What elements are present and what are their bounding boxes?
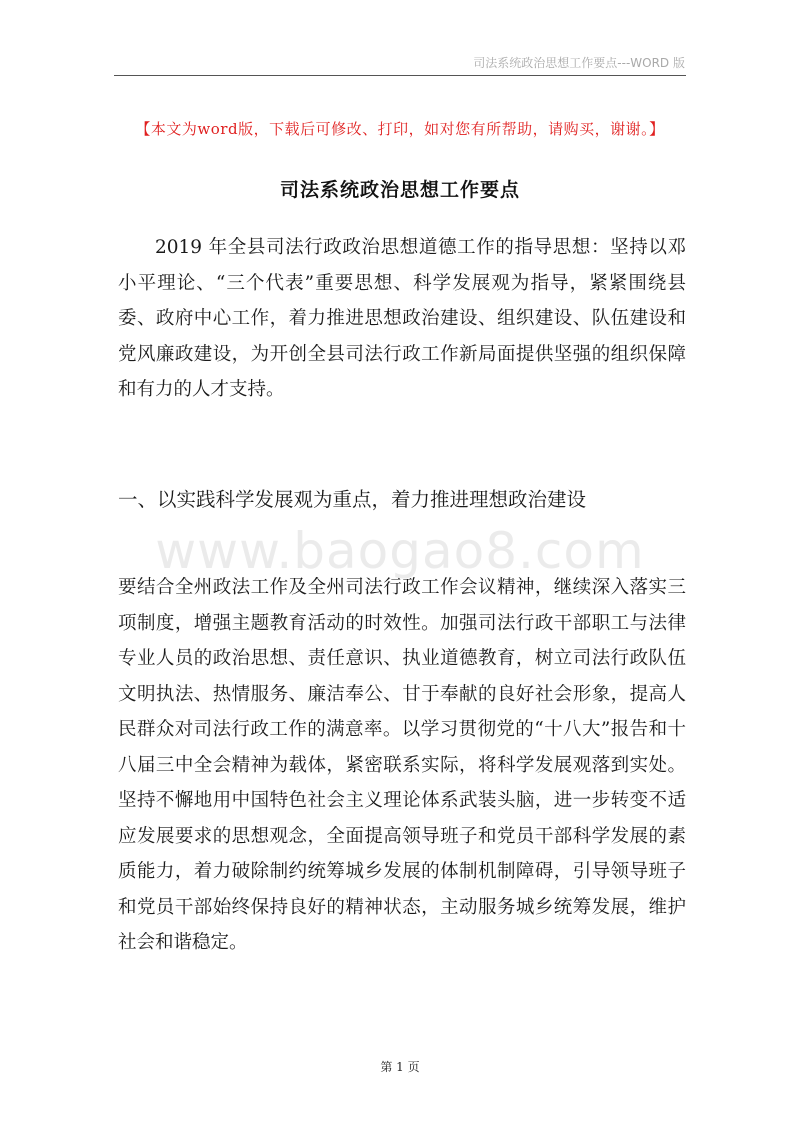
- paragraph-section-1-body: 要结合全州政法工作及全州司法行政工作会议精神，继续深入落实三项制度，增强主题教育活动的时效性。加强司法行政干部职工与法律专业人员的政治思想、责任意识、执业道德教育，树立司法行政队伍文明执法、热情服务、廉洁奉公、甘于奉献的良好社会形象，提高人民群众对司法行政工作的满意率。以学习贯彻党的“十八大”报告和十八届三中全会精神为载体，紧密联系实际，将科学发展观落到实处。坚持不懈地用中国特色社会主义理论体系武装头脑，进一步转变不适应发展要求的思想观念，全面提高领导班子和党员干部科学发展的素质能力，着力破除制约统筹城乡发展的体制机制障碍，引导领导班子和党员干部始终保持良好的精神状态，主动服务城乡统筹发展，维护社会和谐稳定。: [118, 577, 686, 953]
- running-header: 司法系统政治思想工作要点---WORD 版: [473, 56, 685, 70]
- page-number: 第 1 页: [380, 1060, 420, 1074]
- paragraph-guiding-thought: 2019 年全县司法行政政治思想道德工作的指导思想：坚持以邓小平理论、“三个代表”重要思想、科学发展观为指导，紧紧围绕县委、政府中心工作，着力推进思想政治建设、组织建设、队伍建设和党风廉政建设，为开创全县司法行政工作新局面提供坚强的组织保障和有力的人才支持。: [118, 237, 686, 400]
- header-divider: [114, 75, 686, 76]
- section-heading-1: 一、以实践科学发展观为重点，着力推进理想政治建设: [118, 488, 587, 511]
- purchase-notice: 【本文为word版，下载后可修改、打印，如对您有所帮助，请购买，谢谢。】: [135, 120, 665, 138]
- watermark-text: www.baogao8.com: [155, 522, 645, 580]
- document-title: 司法系统政治思想工作要点: [279, 179, 520, 201]
